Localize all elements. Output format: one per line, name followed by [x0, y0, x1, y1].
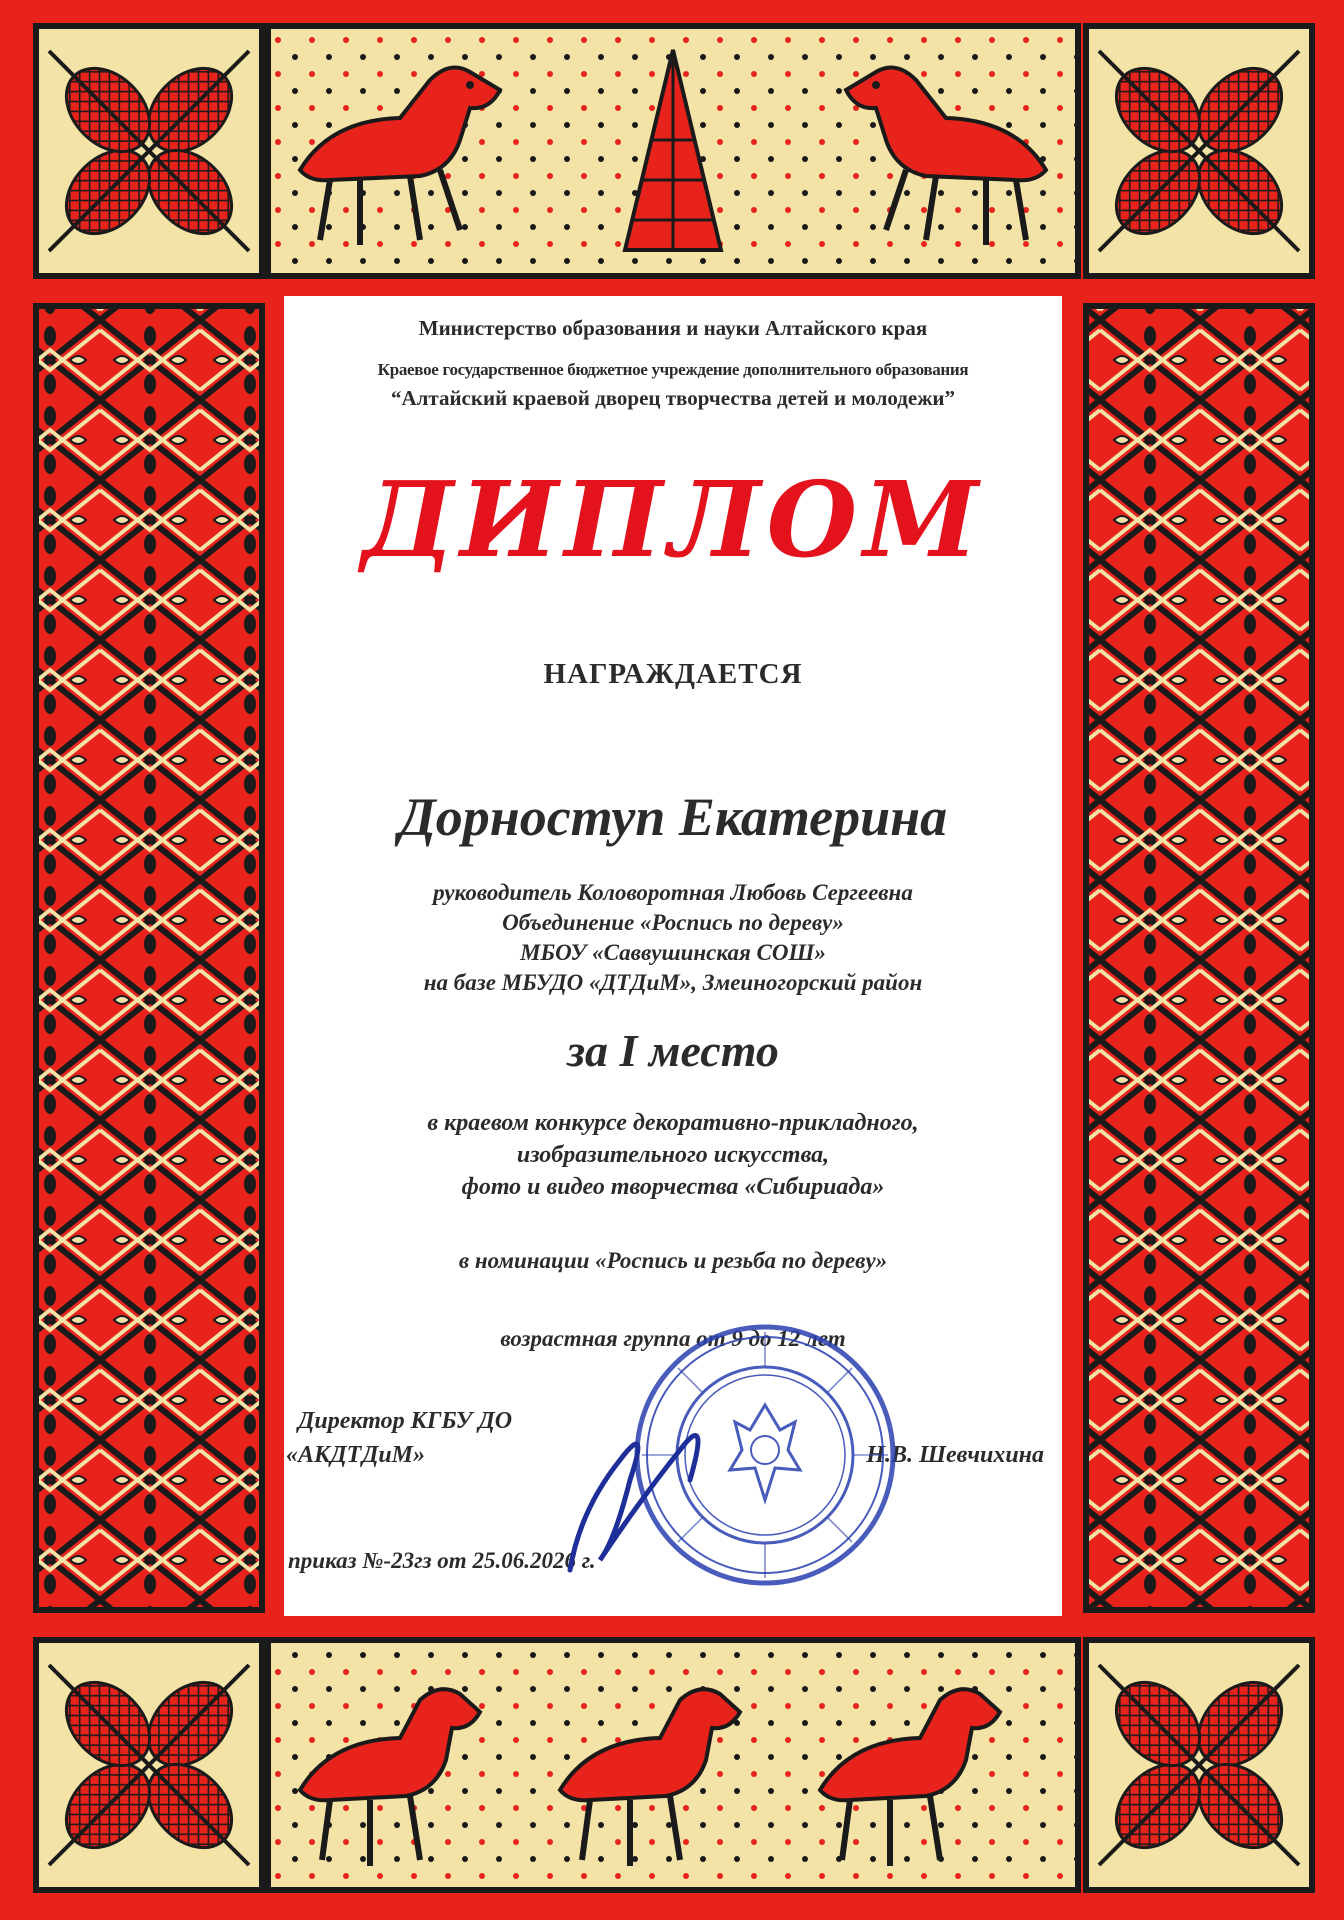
age-group-line: возрастная группа от 9 до 12 лет: [500, 1326, 846, 1351]
supervisor-line: руководитель Коловоротная Любовь Сергеевна: [433, 880, 913, 905]
diploma-title: ДИПЛОМ: [361, 458, 985, 581]
school-line: МБОУ «Саввушинская СОШ»: [520, 940, 826, 965]
corner-ornament: [1086, 26, 1312, 276]
association-line: Объединение «Роспись по дереву»: [502, 910, 844, 935]
corner-ornament: [36, 26, 262, 276]
contest-line-2: изобразительного искусства,: [516, 1142, 830, 1168]
signatory-name: Н.В. Шевчихина: [866, 1442, 1044, 1468]
recipient-name: Дорноступ Екатерина: [398, 787, 948, 847]
corner-ornament: [1086, 1640, 1312, 1890]
signatory-title-1: Директор КГБУ ДО: [298, 1408, 513, 1434]
place-line: за I место: [567, 1025, 779, 1076]
palace-header: “Алтайский краевой дворец творчества детей и молодежи”: [390, 386, 956, 410]
order-line: приказ №-23гз от 25.06.2026 г.: [288, 1548, 596, 1573]
awarded-heading: НАГРАЖДАЕТСЯ: [543, 658, 803, 690]
ministry-header: Министерство образования и науки Алтайского края: [418, 316, 928, 340]
nomination-line: в номинации «Роспись и резьба по дереву»: [458, 1248, 888, 1273]
contest-line-1: в краевом конкурсе декоративно-прикладного,: [427, 1110, 919, 1136]
corner-ornament: [36, 1640, 262, 1890]
official-seal: [560, 1310, 920, 1600]
base-line: на базе МБУДО «ДТДиМ», Змеиногорский район: [423, 970, 923, 995]
signatory-title-2: «АКДТДиМ»: [286, 1442, 426, 1468]
institution-header: Краевое государственное бюджетное учреждение дополнительного образования: [377, 360, 969, 379]
contest-line-3: фото и видео творчества «Сибириада»: [461, 1174, 885, 1200]
